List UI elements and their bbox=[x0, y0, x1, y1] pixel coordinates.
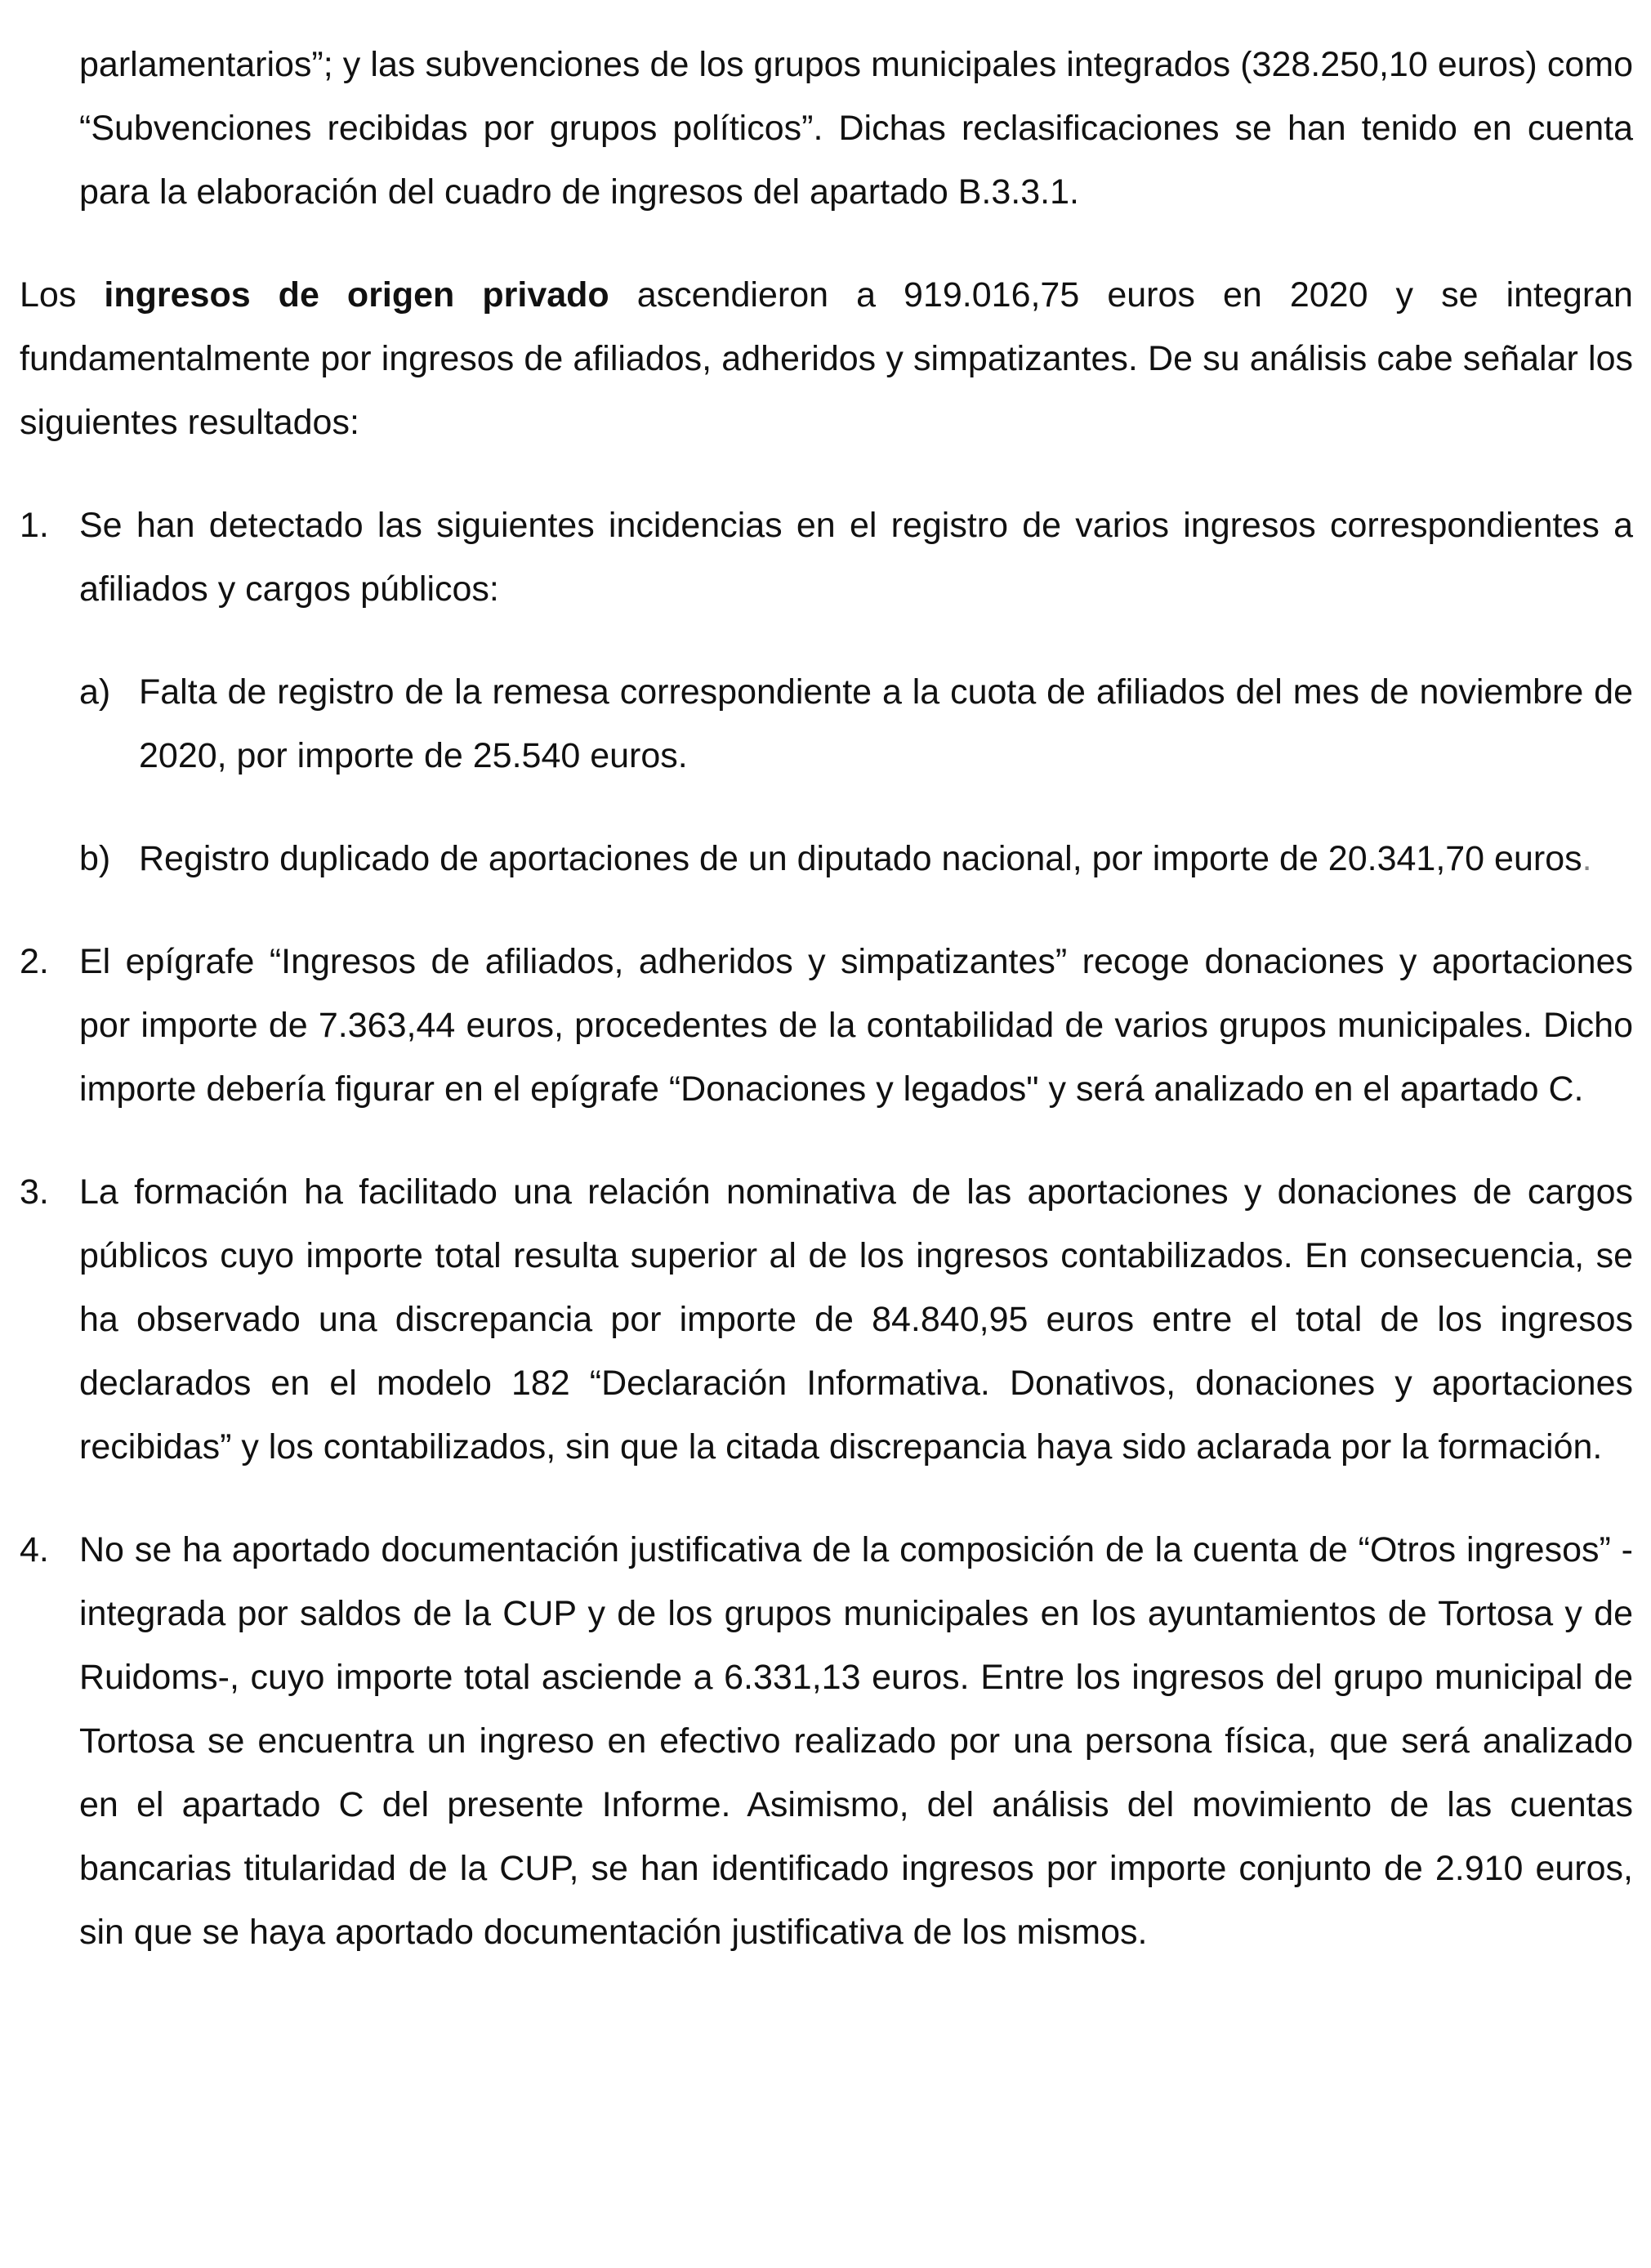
subitem-content bbox=[139, 827, 1633, 891]
item-marker: 4. bbox=[20, 1530, 49, 1569]
private-income-bold-term: ingresos de origen privado bbox=[104, 275, 609, 315]
subitem-marker: b) bbox=[79, 839, 111, 878]
paragraph-spacer bbox=[20, 1479, 1633, 1518]
paragraph-spacer bbox=[20, 224, 1633, 263]
numbered-item-3 bbox=[20, 1160, 1633, 1479]
document-page bbox=[20, 33, 1633, 1964]
item-text: No se ha aportado documentación justificativa de la composición de la cuenta de “Otros ingresos” -integrada por saldos de la CUP y de los grupos municipales en los ayuntamientos de Tortosa y de Ruidoms-, cuyo importe total asciende a 6.331,13 euros. Entre los ingresos del grupo municipal de Tortosa se encuentra un ingreso en efectivo realizado por una persona física, que será analizado en el apartado C del presente Informe. Asimismo, del análisis del movimiento de las cuentas bancarias titularidad de la CUP, se han identificado ingresos por importe conjunto de 2.910 euros, sin que se haya aportado documentación justificativa de los mismos. bbox=[79, 1530, 1633, 1952]
intro-continuation-paragraph: parlamentarios”; y las subvenciones de los grupos municipales integrados (328.250,10 euros) como “Subvenciones recibidas por grupos políticos”. Dichas reclasificaciones se han tenido en cuenta para la elaboración del cuadro de ingresos del apartado B.3.3.1. bbox=[79, 45, 1633, 212]
item-marker: 3. bbox=[20, 1172, 49, 1212]
private-income-suffix: ascendieron a 919.016,75 euros en 2020 y se integran fundamentalmente por ingresos de afiliados, adheridos y simpatizantes. De su análisis cabe señalar los siguientes resultados: bbox=[20, 275, 1633, 442]
numbered-item-2 bbox=[20, 930, 1633, 1121]
item-text: El epígrafe “Ingresos de afiliados, adheridos y simpatizantes” recoge donaciones y aportaciones por importe de 7.363,44 euros, procedentes de la contabilidad de varios grupos municipales. Dicho importe debería figurar en el epígrafe “Donaciones y legados" y será analizado en el apartado C. bbox=[79, 942, 1633, 1109]
paragraph-spacer bbox=[20, 621, 1633, 660]
numbered-item-1 bbox=[20, 493, 1633, 621]
numbered-item-4 bbox=[20, 1518, 1633, 1964]
paragraph-spacer bbox=[20, 1121, 1633, 1160]
subitem-a bbox=[79, 660, 1633, 788]
paragraph-spacer bbox=[20, 788, 1633, 827]
subitem-trailing-period: . bbox=[1582, 839, 1592, 878]
subitem-text: Falta de registro de la remesa correspondiente a la cuota de afiliados del mes de noviembre de 2020, por importe de 25.540 euros. bbox=[139, 672, 1633, 775]
item-text: La formación ha facilitado una relación nominativa de las aportaciones y donaciones de cargos públicos cuyo importe total resulta superior al de los ingresos contabilizados. En consecuencia, se ha observado una discrepancia por importe de 84.840,95 euros entre el total de los ingresos declarados en el modelo 182 “Declaración Informativa. Donativos, donaciones y aportaciones recibidas” y los contabilizados, sin que la citada discrepancia haya sido aclarada por la formación. bbox=[79, 1172, 1633, 1467]
item-marker: 1. bbox=[20, 506, 49, 545]
private-income-prefix: Los bbox=[20, 275, 77, 315]
subitem-text: Registro duplicado de aportaciones de un diputado nacional, por importe de 20.341,70 euros bbox=[139, 839, 1582, 878]
item-text: Se han detectado las siguientes incidencias en el registro de varios ingresos correspondientes a afiliados y cargos públicos: bbox=[79, 506, 1633, 609]
private-income-paragraph bbox=[20, 263, 1633, 454]
paragraph-spacer bbox=[20, 891, 1633, 930]
subitem-marker: a) bbox=[79, 672, 111, 712]
subitem-b bbox=[79, 827, 1633, 891]
paragraph-spacer bbox=[20, 454, 1633, 493]
item-marker: 2. bbox=[20, 942, 49, 981]
